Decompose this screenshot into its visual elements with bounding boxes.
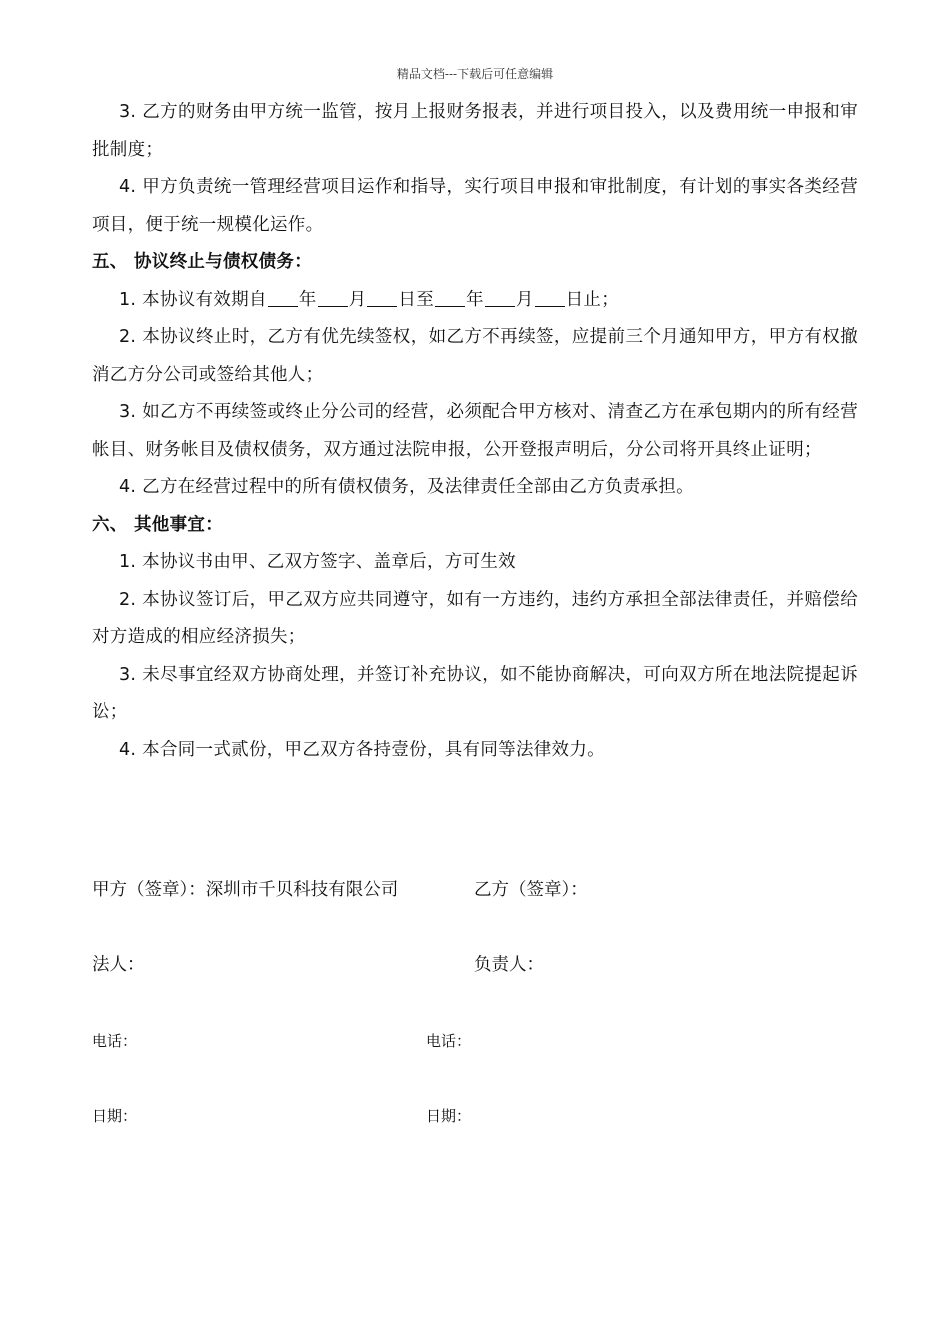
term-month-2: 月	[515, 289, 534, 310]
term-day-1: 日至	[398, 289, 434, 310]
section4-item-4: 4. 甲方负责统一管理经营项目运作和指导，实行项目申报和审批制度，有计划的事实各类经营项目，便于统一规模化运作。	[92, 177, 858, 235]
section5-item-3: 3. 如乙方不再续签或终止分公司的经营，必须配合甲方核对、清查乙方在承包期内的所有经营帐目、财务帐目及债权债务，双方通过法院申报，公开登报声明后，分公司将开具终止证明；	[92, 402, 858, 460]
section5-item-4: 4. 乙方在经营过程中的所有债权债务，及法律责任全部由乙方负责承担。	[119, 477, 694, 497]
section6-item-3: 3. 未尽事宜经双方协商处理，并签订补充协议，如不能协商解决，可向双方所在地法院提起诉讼；	[92, 664, 858, 722]
document-body	[92, 94, 858, 769]
section6-item-1: 1. 本协议书由甲、乙双方签字、盖章后，方可生效	[119, 552, 516, 572]
legal-person-label: 法人：	[92, 955, 145, 975]
blank-day-start	[367, 288, 397, 307]
date-b-label: 日期：	[426, 1107, 472, 1125]
blank-day-end	[535, 288, 565, 307]
section6-item-4: 4. 本合同一式贰份，甲乙双方各持壹份，具有同等法律效力。	[119, 739, 605, 760]
section4-item-3: 3. 乙方的财务由甲方统一监管，按月上报财务报表，并进行项目投入，以及费用统一申报和审批制度；	[92, 102, 858, 160]
page-header: 精品文档---下载后可任意编辑	[396, 67, 554, 81]
section6-heading: 六、 其他事宜：	[92, 514, 223, 535]
section5-heading: 五、 协议终止与债权债务：	[92, 252, 312, 272]
phone-a-label: 电话：	[92, 1032, 138, 1050]
term-month-1: 月	[348, 289, 367, 310]
blank-year-end	[435, 288, 465, 307]
term-year-2: 年	[466, 289, 484, 310]
blank-year-start	[268, 288, 298, 307]
section6-item-2: 2. 本协议签订后，甲乙双方应共同遵守，如有一方违约，违约方承担全部法律责任，并赔偿给对方造成的相应经济损失；	[92, 589, 858, 647]
responsible-person-label: 负责人：	[474, 955, 544, 975]
date-a-label: 日期：	[92, 1107, 138, 1125]
blank-month-start	[318, 288, 348, 307]
blank-month-end	[485, 288, 515, 307]
section5-item-2: 2. 本协议终止时，乙方有优先续签权，如乙方不再续签，应提前三个月通知甲方，甲方有权撤消乙方分公司或签给其他人；	[92, 327, 858, 385]
term-day-2: 日止；	[565, 289, 620, 310]
party-b-signature: 乙方（签章）：	[474, 880, 588, 900]
term-prefix: 1. 本协议有效期自	[119, 289, 267, 310]
term-year-1: 年	[298, 289, 317, 310]
phone-b-label: 电话：	[426, 1032, 472, 1050]
section5-term-clause	[92, 282, 858, 320]
party-a-signature: 甲方（签章）：深圳市千贝科技有限公司	[92, 880, 399, 900]
